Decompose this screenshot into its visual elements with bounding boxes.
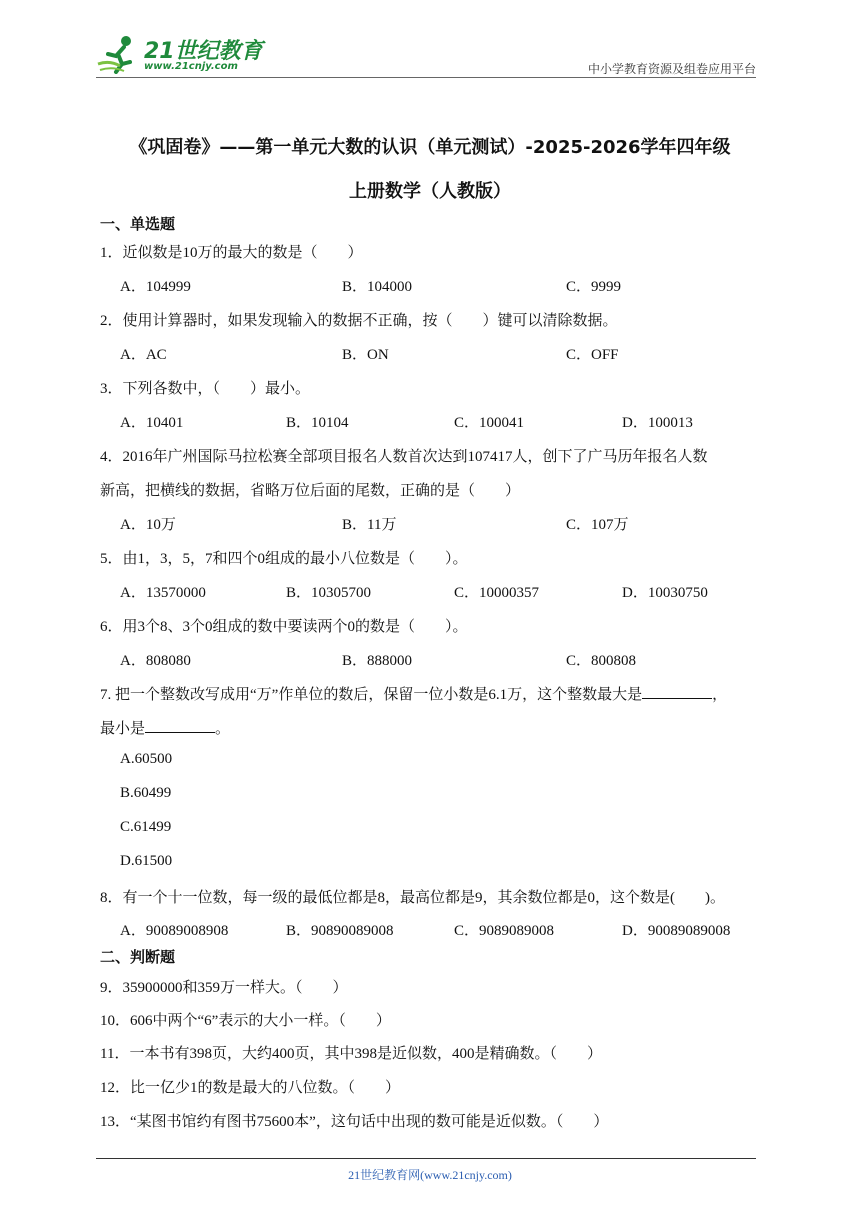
page-title-line2: 上册数学（人教版） <box>349 181 511 202</box>
q7-text-d: 。 <box>215 721 231 737</box>
question-8: 8．有一个十一位数，每一级的最低位都是8，最高位都是9，其余数位都是0，这个数是( )。 <box>100 890 725 906</box>
page-header <box>96 30 756 78</box>
q3-option-c[interactable]: C．100041 <box>454 415 525 431</box>
q7-text-b: ， <box>712 687 728 703</box>
q1-option-c[interactable]: C．9999 <box>566 279 622 295</box>
q2-option-c[interactable]: C．OFF <box>566 347 619 363</box>
section-heading-true-false: 二、判断题 <box>100 948 176 966</box>
question-5: 5．由1，3，5，7和四个0组成的最小八位数是（ ）。 <box>100 551 468 567</box>
q7-blank-max[interactable] <box>642 684 712 699</box>
q1-option-a[interactable]: A．104999 <box>120 279 191 295</box>
footer-divider <box>96 1158 756 1159</box>
q4-option-c[interactable]: C．107万 <box>566 517 629 533</box>
question-13: 13．“某图书馆约有图书75600本”，这句话中出现的数可能是近似数。（ ） <box>100 1114 609 1130</box>
q8-option-a[interactable]: A．90089008908 <box>120 923 229 939</box>
q1-option-b[interactable]: B．104000 <box>342 279 413 295</box>
q8-option-d[interactable]: D．90089089008 <box>622 923 731 939</box>
question-10: 10．606中两个“6”表示的大小一样。（ ） <box>100 1013 391 1029</box>
q8-option-b[interactable]: B．90890089008 <box>286 923 394 939</box>
q3-option-a[interactable]: A．10401 <box>120 415 184 431</box>
question-3: 3．下列各数中，（ ）最小。 <box>100 381 311 397</box>
question-7-line2 <box>100 717 230 738</box>
q7-blank-min[interactable] <box>145 718 215 733</box>
question-2: 2．使用计算器时，如果发现输入的数据不正确，按（ ）键可以清除数据。 <box>100 313 618 329</box>
q2-option-b[interactable]: B．ON <box>342 347 389 363</box>
logo-url: www.21cnjy.com <box>144 61 238 72</box>
header-divider <box>96 77 756 78</box>
q7-text-a: 7. 把一个整数改写成用“万”作单位的数后，保留一位小数是6.1万，这个整数最大是 <box>100 687 643 703</box>
question-7-line1 <box>100 683 727 704</box>
q5-option-c[interactable]: C．10000357 <box>454 585 540 601</box>
question-6: 6．用3个8、3个0组成的数中要读两个0的数是（ ）。 <box>100 619 468 635</box>
q7-option-a[interactable]: A.60500 <box>120 751 173 767</box>
q5-option-a[interactable]: A．13570000 <box>120 585 206 601</box>
question-9: 9．35900000和359万一样大。（ ） <box>100 980 348 996</box>
q4-option-a[interactable]: A．10万 <box>120 517 176 533</box>
runner-logo-icon <box>96 34 140 74</box>
q7-text-c: 最小是 <box>100 721 146 737</box>
section-heading-single-choice: 一、单选题 <box>100 215 176 233</box>
question-4-line2: 新高，把横线的数据，省略万位后面的尾数，正确的是（ ） <box>100 483 521 499</box>
question-12: 12．比一亿少1的数是最大的八位数。（ ） <box>100 1080 401 1096</box>
q6-option-b[interactable]: B．888000 <box>342 653 413 669</box>
site-logo[interactable] <box>96 34 286 74</box>
q4-option-b[interactable]: B．11万 <box>342 517 397 533</box>
q7-option-d[interactable]: D.61500 <box>120 853 173 869</box>
q3-option-d[interactable]: D．100013 <box>622 415 693 431</box>
page-title-line1: 《巩固卷》——第一单元大数的认识（单元测试）-2025-2026学年四年级 <box>129 137 731 158</box>
site-slogan: 中小学教育资源及组卷应用平台 <box>587 62 756 76</box>
question-1: 1．近似数是10万的最大的数是（ ） <box>100 245 363 261</box>
logo-text: 21世纪教育 <box>144 39 263 64</box>
q3-option-b[interactable]: B．10104 <box>286 415 349 431</box>
question-11: 11．一本书有398页，大约400页，其中398是近似数，400是精确数。（ ） <box>100 1046 602 1062</box>
q5-option-b[interactable]: B．10305700 <box>286 585 372 601</box>
question-4-line1: 4．2016年广州国际马拉松赛全部项目报名人数首次达到107417人，创下了广马历年报名人数 <box>100 449 708 465</box>
q5-option-d[interactable]: D．10030750 <box>622 585 708 601</box>
q8-option-c[interactable]: C．9089089008 <box>454 923 555 939</box>
q7-option-c[interactable]: C.61499 <box>120 819 172 835</box>
footer-link[interactable]: 21世纪教育网(www.21cnjy.com) <box>348 1168 512 1182</box>
q2-option-a[interactable]: A．AC <box>120 347 167 363</box>
q6-option-a[interactable]: A．808080 <box>120 653 191 669</box>
q7-option-b[interactable]: B.60499 <box>120 785 172 801</box>
q6-option-c[interactable]: C．800808 <box>566 653 637 669</box>
